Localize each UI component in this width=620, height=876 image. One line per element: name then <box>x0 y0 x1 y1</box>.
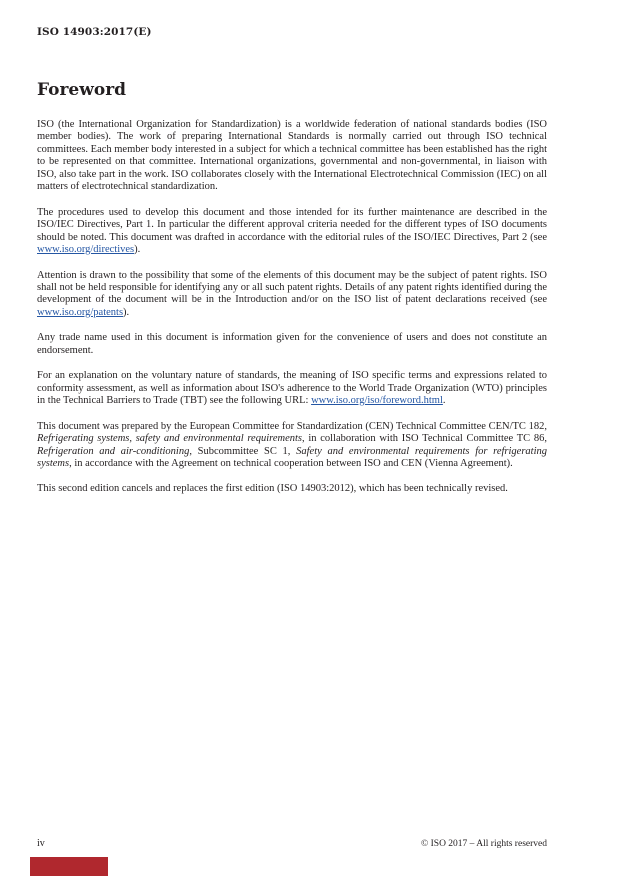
page-number: iv <box>37 838 45 849</box>
body-text-segment: ). <box>123 306 130 318</box>
hyperlink[interactable]: www.iso.org/iso/foreword.html <box>311 395 443 407</box>
body-text-segment: This second edition cancels and replaces the first edition (ISO 14903:2012), which has been technically revised. <box>37 483 508 495</box>
paragraph <box>37 370 547 407</box>
document-reference: ISO 14903:2017(E) <box>37 26 152 38</box>
body-text-segment: . <box>442 395 446 407</box>
section-heading-foreword: Foreword <box>37 80 127 100</box>
body-text-segment: Attention is drawn to the possibility that some of the elements of this document may be the subject of patent rights. ISO shall not be held responsible for identifying any or all such patent rights. Details of any patent rights identified during the development of the document will be in the Introduction and/or on the ISO list of patent declarations received (see <box>37 269 547 306</box>
body-text-segment: This document was prepared by the European Committee for Standardization (CEN) Technical Committee CEN/TC 182, <box>37 420 547 432</box>
body-text-segment: ). <box>134 244 141 256</box>
body-text-segment: ISO (the International Organization for Standardization) is a worldwide federation of national standards bodies (ISO member bodies). The work of preparing International Standards is normally carried out through ISO technical committees. Each member body interested in a subject for which a technical committee has been established has the right to be represented on that committee. International organizations, governmental and non-governmental, in liaison with ISO, also take part in the work. ISO collaborates closely with the International Electrotechnical Commission (IEC) on all matters of electrotechnical standardization. <box>37 119 547 193</box>
paragraph <box>37 332 547 357</box>
body-text-segment: Any trade name used in this document is information given for the convenience of users and does not constitute an endorsement. <box>37 332 547 356</box>
italic-text: Refrigeration and air-conditioning <box>37 445 190 457</box>
copyright-notice: © ISO 2017 – All rights reserved <box>421 839 547 849</box>
paragraph <box>37 119 547 194</box>
italic-text: Safety and environmental requirements for refrigerating systems <box>37 445 547 469</box>
body-text-segment: For an explanation on the voluntary nature of standards, the meaning of ISO specific terms and expressions related to conformity assessment, as well as information about ISO's adherence to the World Trade Organization (WTO) principles in the Technical Barriers to Trade (TBT) see the following URL: <box>37 370 547 407</box>
body-text-segment: , Subcommittee SC 1, <box>189 445 297 457</box>
document-body <box>37 119 547 496</box>
paragraph <box>37 207 547 257</box>
paragraph <box>37 421 547 471</box>
italic-text: Refrigerating systems, safety and environmental requirements <box>37 433 302 445</box>
body-text-segment: , in accordance with the Agreement on technical cooperation between ISO and CEN (Vienna Agreement). <box>69 457 513 469</box>
bottom-left-red-marker <box>30 857 108 876</box>
page-footer <box>37 838 547 849</box>
paragraph <box>37 270 547 320</box>
hyperlink[interactable]: www.iso.org/patents <box>37 306 124 318</box>
paragraph <box>37 483 547 495</box>
hyperlink[interactable]: www.iso.org/directives <box>37 244 135 256</box>
body-text-segment: , in collaboration with ISO Technical Committee TC 86, <box>302 433 547 445</box>
body-text-segment: The procedures used to develop this document and those intended for its further maintenance are described in the ISO/IEC Directives, Part 1. In particular the different approval criteria needed for the different types of ISO documents should be noted. This document was drafted in accordance with the editorial rules of the ISO/IEC Directives, Part 2 (see <box>37 206 547 243</box>
